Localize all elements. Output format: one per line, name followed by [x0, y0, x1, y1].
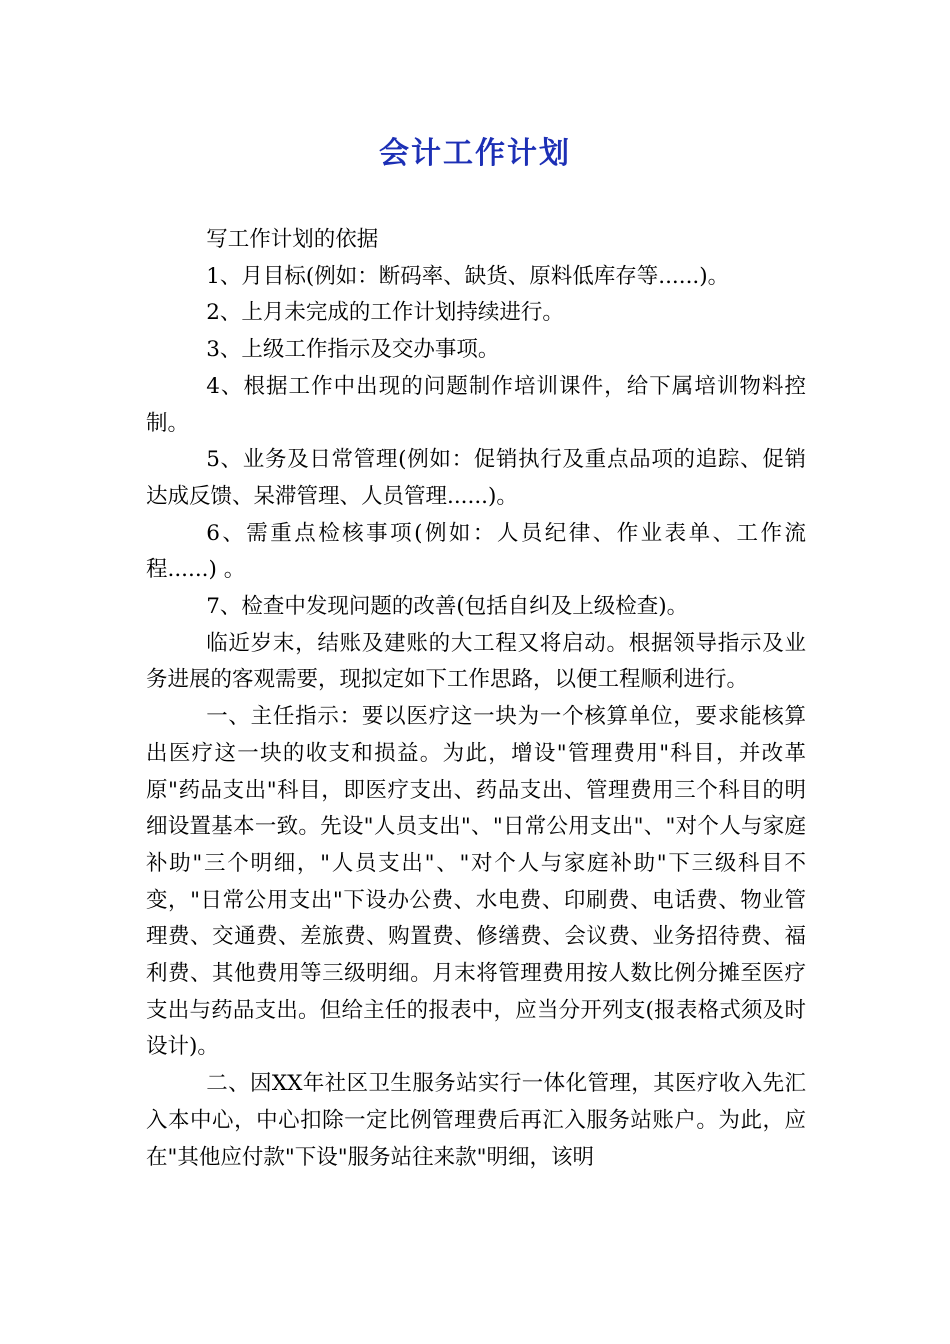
paragraph-section-2: 二、因XX年社区卫生服务站实行一体化管理，其医疗收入先汇入本中心，中心扣除一定比例管理费后再汇入服务站账户。为此，应在"其他应付款"下设"服务站往来款"明细，该明 [146, 1071, 806, 1170]
paragraph-item-1: 1、月目标(例如：断码率、缺货、原料低库存等......)。 [206, 263, 730, 289]
paragraph-item-4: 4、根据工作中出现的问题制作培训课件，给下属培训物料控制。 [146, 373, 806, 436]
paragraph-heading: 写工作计划的依据 [206, 227, 379, 252]
paragraph-item-5: 5、业务及日常管理(例如：促销执行及重点品项的追踪、促销达成反馈、呆滞管理、人员管理......)。 [146, 447, 806, 509]
document-title: 会计工作计划 [379, 136, 571, 171]
paragraph-item-7: 7、检查中发现问题的改善(包括自纠及上级检查)。 [206, 594, 689, 620]
paragraph-section-1: 一、主任指示：要以医疗这一块为一个核算单位，要求能核算出医疗这一块的收支和损益。为此，增设"管理费用"科目，并改革原"药品支出"科目，即医疗支出、药品支出、管理费用三个科目的明细设置基本一致。先设"人员支出"、"日常公用支出"、"对个人与家庭补助"三个明细，"人员支出"、"对个人与家庭补助"下三级科目不变，"日常公用支出"下设办公费、水电费、印刷费、电话费、物业管理费、交通费、差旅费、购置费、修缮费、会议费、业务招待费、福利费、其他费用等三级明细。月末将管理费用按人数比例分摊至医疗支出与药品支出。但给主任的报表中，应当分开列支(报表格式须及时设计)。 [146, 704, 806, 1060]
paragraph-item-3: 3、上级工作指示及交办事项。 [206, 337, 500, 363]
paragraph-item-2: 2、上月未完成的工作计划持续进行。 [206, 300, 564, 326]
paragraph-item-6: 6、需重点检核事项(例如：人员纪律、作业表单、工作流程......) 。 [146, 520, 806, 583]
document-body [146, 222, 806, 1176]
paragraph-intro: 临近岁末，结账及建账的大工程又将启动。根据领导指示及业务进展的客观需要，现拟定如下工作思路，以便工程顺利进行。 [146, 630, 806, 693]
